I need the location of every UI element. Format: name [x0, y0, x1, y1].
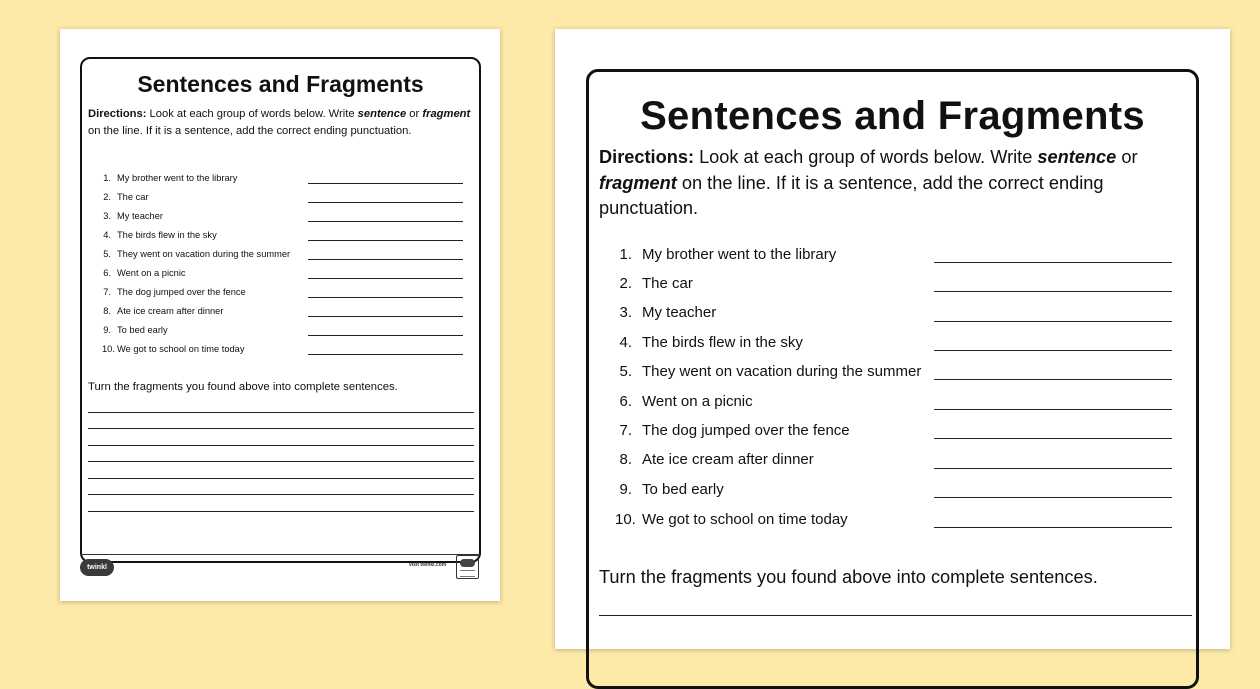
question-text: The car: [117, 192, 149, 202]
question-text: The dog jumped over the fence: [117, 287, 246, 297]
question-number: 6.: [103, 268, 111, 278]
answer-line[interactable]: [934, 527, 1172, 528]
writing-line[interactable]: [88, 412, 474, 413]
footer-divider: [80, 554, 480, 555]
question-item: [615, 363, 921, 380]
answer-line[interactable]: [934, 291, 1172, 292]
question-number: 8.: [619, 451, 632, 468]
question-text: My brother went to the library: [117, 173, 238, 183]
question-number: 1.: [619, 246, 632, 263]
answer-line[interactable]: [308, 297, 463, 298]
question-number: 2.: [619, 275, 632, 292]
question-number: 5.: [619, 363, 632, 380]
question-number: 3.: [103, 211, 111, 221]
fragments-instruction: Turn the fragments you found above into complete sentences.: [88, 381, 398, 393]
question-text: We got to school on time today: [642, 511, 848, 528]
question-item: [102, 306, 223, 316]
footer-site-text: visit twinkl.com: [409, 562, 447, 568]
keyword-fragment: fragment: [599, 172, 677, 193]
keyword-sentence: sentence: [1037, 147, 1117, 167]
writing-line[interactable]: [88, 478, 474, 479]
writing-line[interactable]: [88, 428, 474, 429]
question-item: [102, 173, 237, 183]
question-text: The dog jumped over the fence: [642, 422, 850, 439]
answer-line[interactable]: [934, 379, 1172, 380]
question-number: 9.: [619, 481, 632, 498]
question-item: [615, 511, 848, 528]
question-number: 10.: [102, 344, 115, 354]
answer-line[interactable]: [308, 240, 463, 241]
answer-line[interactable]: [308, 278, 463, 279]
question-number: 8.: [103, 306, 111, 316]
directions-part2: or: [409, 108, 420, 120]
question-number: 7.: [619, 422, 632, 439]
directions-part3: on the line. If it is a sentence, add the correct ending punctuation.: [88, 124, 412, 137]
answer-line[interactable]: [934, 350, 1172, 351]
question-item: [615, 451, 814, 468]
question-number: 5.: [103, 249, 111, 259]
directions-text: [599, 145, 1189, 222]
answer-line[interactable]: [308, 221, 463, 222]
question-item: [615, 393, 753, 410]
answer-line[interactable]: [308, 316, 463, 317]
question-text: Went on a picnic: [642, 393, 753, 410]
writing-line[interactable]: [88, 445, 474, 446]
question-number: 3.: [619, 304, 632, 321]
worksheet-thumbnail: [60, 29, 500, 601]
worksheet-title: Sentences and Fragments: [640, 94, 1145, 138]
question-number: 4.: [619, 334, 632, 351]
directions-part3: on the line. If it is a sentence, add the correct ending punctuation.: [599, 172, 1104, 218]
question-item: [102, 268, 186, 278]
answer-line[interactable]: [308, 354, 463, 355]
question-number: 9.: [103, 325, 111, 335]
answer-line[interactable]: [934, 497, 1172, 498]
question-text: They went on vacation during the summer: [117, 249, 291, 259]
directions-text: [88, 106, 472, 139]
question-item: [615, 422, 850, 439]
directions-part1: Look at each group of words below. Write: [149, 108, 355, 120]
directions-label: Directions:: [599, 147, 694, 167]
question-text: My teacher: [117, 211, 163, 221]
directions-part2: or: [1121, 147, 1138, 167]
keyword-sentence: sentence: [357, 108, 407, 120]
question-item: [102, 325, 168, 335]
keyword-fragment: fragment: [422, 108, 471, 120]
question-number: 6.: [619, 393, 632, 410]
answer-line[interactable]: [308, 335, 463, 336]
question-item: [615, 334, 803, 351]
fragments-instruction: Turn the fragments you found above into complete sentences.: [599, 567, 1098, 587]
question-item: [102, 192, 149, 202]
question-item: [102, 230, 217, 240]
badge-icon: [456, 555, 479, 579]
question-item: [102, 249, 290, 259]
question-text: To bed early: [117, 325, 168, 335]
answer-line[interactable]: [934, 262, 1172, 263]
question-item: [615, 481, 724, 498]
question-number: 10.: [615, 511, 636, 528]
answer-line[interactable]: [934, 409, 1172, 410]
answer-line[interactable]: [308, 183, 463, 184]
writing-line[interactable]: [88, 494, 474, 495]
question-text: My teacher: [642, 304, 717, 321]
directions-part1: Look at each group of words below. Write: [699, 147, 1033, 167]
answer-line[interactable]: [308, 259, 463, 260]
answer-line[interactable]: [934, 321, 1172, 322]
worksheet-frame: [586, 69, 1199, 689]
writing-line[interactable]: [88, 511, 474, 512]
question-text: Ate ice cream after dinner: [117, 306, 224, 316]
question-text: Went on a picnic: [117, 268, 186, 278]
question-item: [615, 275, 693, 292]
question-item: [102, 287, 246, 297]
question-text: The birds flew in the sky: [117, 230, 217, 240]
question-text: Ate ice cream after dinner: [642, 451, 814, 468]
writing-line[interactable]: [599, 615, 1192, 616]
question-number: 1.: [103, 173, 111, 183]
question-text: They went on vacation during the summer: [642, 363, 922, 380]
directions-label: Directions:: [88, 108, 147, 120]
worksheet-zoomed: [555, 29, 1230, 649]
writing-line[interactable]: [88, 461, 474, 462]
worksheet-title: Sentences and Fragments: [137, 71, 424, 97]
question-text: We got to school on time today: [117, 344, 245, 354]
question-text: The birds flew in the sky: [642, 334, 803, 351]
question-item: [102, 344, 244, 354]
answer-line[interactable]: [308, 202, 463, 203]
answer-line[interactable]: [934, 438, 1172, 439]
question-item: [615, 304, 716, 321]
question-item: [615, 246, 836, 263]
question-text: To bed early: [642, 481, 724, 498]
question-number: 2.: [103, 192, 111, 202]
worksheet-frame: [80, 57, 481, 563]
twinkl-logo: twinkl: [80, 559, 114, 576]
question-text: My brother went to the library: [642, 246, 837, 263]
question-number: 7.: [103, 287, 111, 297]
question-item: [102, 211, 163, 221]
question-text: The car: [642, 275, 693, 292]
answer-line[interactable]: [934, 468, 1172, 469]
question-number: 4.: [103, 230, 111, 240]
